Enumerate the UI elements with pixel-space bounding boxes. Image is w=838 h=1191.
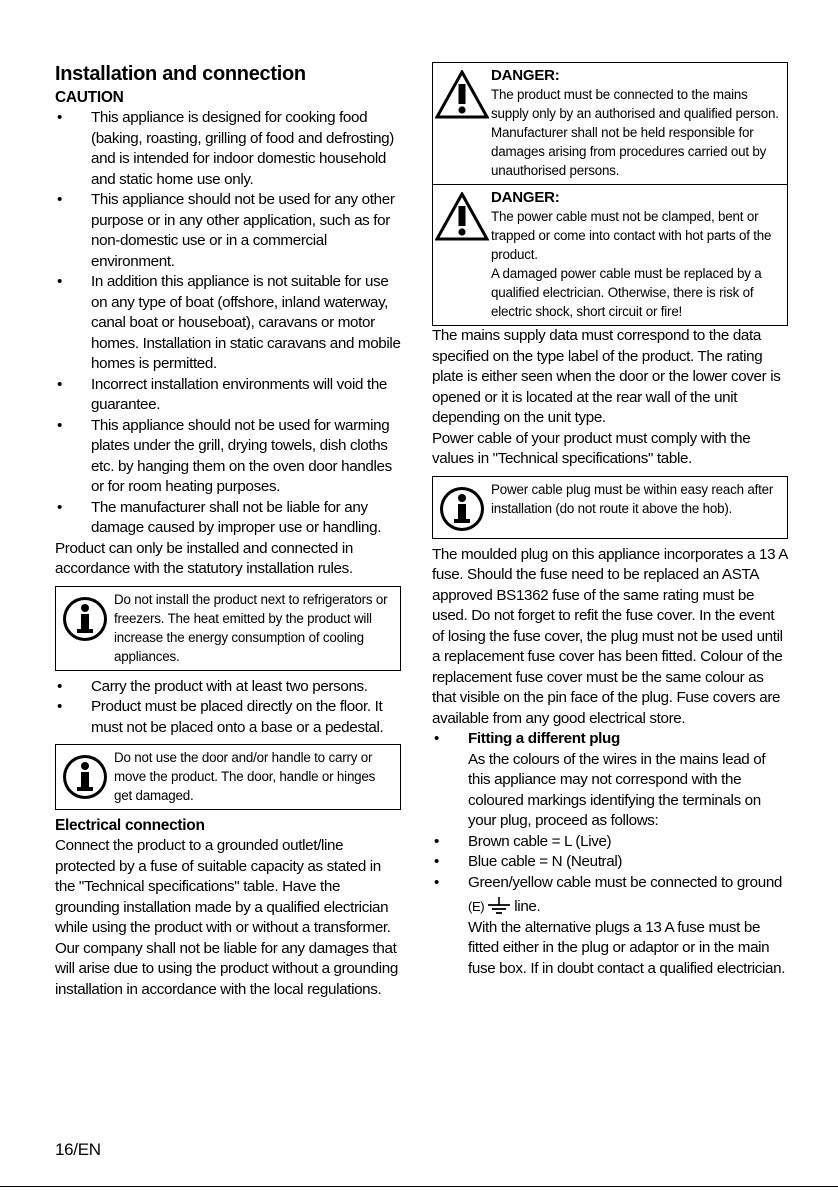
info-box [432, 476, 788, 539]
left-column [55, 62, 401, 1000]
ground-suffix: line. [514, 898, 541, 916]
list-item: • Brown cable = L (Live) [432, 832, 788, 853]
list-item: • In addition this appliance is not suitable for use on any type of boat (offshore, inland waterway, canal boat or houseboat), caravans or motor homes. Installation in static caravans and mobile homes is permitted. [55, 272, 401, 375]
paragraph: The moulded plug on this appliance incorporates a 13 A fuse. Should the fuse need to be replaced an ASTA approved BS1362 fuse of the same rating must be used. Do not forget to refit the fuse cover. In the event of losing the fuse cover, the plug must not be used until a replacement fuse cover has been fitted. Colour of the replacement fuse cover must be the same colour as that visible on the pin face of the plug. Fuse covers are available from any good electrical store. [432, 545, 788, 727]
paragraph: Power cable of your product must comply with the values in "Technical specifications" table. [432, 429, 751, 467]
paragraph: Product can only be installed and connected in accordance with the statutory installation rules. [55, 539, 353, 577]
danger-box [432, 62, 788, 185]
bottom-rule [0, 1186, 838, 1187]
list-item: • Blue cable = N (Neutral) [432, 852, 788, 873]
wire-text: • Green/yellow cable must be connected to ground [468, 873, 783, 891]
ground-line [468, 897, 788, 918]
info-box [55, 586, 401, 671]
paragraph: The mains supply data must correspond to the data specified on the type label of the product. The rating plate is either seen when the door or the lower cover is opened or it is located at the rear wall of the unit depending on the unit type. [432, 327, 781, 426]
list-item: • This appliance is designed for cooking food (baking, roasting, grilling of food and defrosting) and is intended for indoor domestic household and static home use only. [55, 108, 401, 190]
danger-title: DANGER: [491, 189, 560, 206]
right-column [432, 62, 788, 979]
info-text: Do not install the product next to refrigerators or freezers. The heat emitted by the product will increase the energy consumption of cooling appliances. [114, 591, 388, 664]
info-icon [437, 484, 487, 534]
info-box [55, 744, 401, 810]
warning-triangle-icon [435, 70, 489, 120]
electrical-heading: Electrical connection [55, 817, 205, 834]
final-paragraph: With the alternative plugs a 13 A fuse must be fitted either in the plug or adaptor or in the main fuse box. If in doubt contact a qualified electrician. [468, 918, 786, 977]
page-number: 16/EN [55, 1140, 101, 1159]
danger-title: DANGER: [491, 67, 560, 84]
handling-list [55, 677, 401, 739]
danger-text: A damaged power cable must be replaced by a qualified electrician. Otherwise, there is risk of electric shock, short circuit or fire! [491, 266, 762, 319]
plug-list [432, 729, 788, 979]
caution-heading: CAUTION [55, 89, 124, 106]
list-item [432, 729, 788, 832]
caution-list [55, 108, 401, 539]
plug-paragraph: As the colours of the wires in the mains lead of this appliance may not correspond with the coloured markings identifying the terminals on your plug, proceed as follows: [468, 750, 766, 829]
plug-heading: Fitting a different plug [468, 730, 620, 747]
ground-prefix: (E) [468, 899, 485, 915]
paragraph: Connect the product to a grounded outlet/line protected by a fuse of suitable capacity as stated in the "Technical specifications" table. Have the grounding installation made by a qualified electrician while using the product with or without a transformer. Our company shall not be liable for any damages that will arise due to using the product without a grounding installation in accordance with the local regulations. [55, 837, 398, 998]
list-item: • Incorrect installation environments will void the guarantee. [55, 375, 401, 416]
info-text: Do not use the door and/or handle to carry or move the product. The door, handle or hinges get damaged. [114, 750, 376, 803]
info-icon [60, 752, 110, 802]
danger-text: The power cable must not be clamped, bent or trapped or come into contact with hot parts of the product. [491, 209, 772, 262]
section-heading: Installation and connection [55, 63, 306, 85]
list-item: • Product must be placed directly on the floor. It must not be placed onto a base or a pedestal. [55, 697, 401, 738]
danger-text: The product must be connected to the mains supply only by an authorised and qualified person. Manufacturer shall not be held responsible for damages arising from procedures carried out by unauthorised persons. [491, 87, 779, 178]
info-icon [60, 594, 110, 644]
ground-symbol-icon [486, 897, 512, 917]
list-item: • This appliance should not be used for warming plates under the grill, drying towels, dish cloths etc. by hanging them on the oven door handles or for room heating purposes. [55, 416, 401, 498]
list-item: • The manufacturer shall not be liable for any damage caused by improper use or handling. [55, 498, 401, 539]
list-item: • This appliance should not be used for any other purpose or in any other application, such as for non-domestic use or in a commercial environment. [55, 190, 401, 272]
danger-box [432, 185, 788, 326]
list-item: • Carry the product with at least two persons. [55, 677, 401, 698]
info-text: Power cable plug must be within easy reach after installation (do not route it above the hob). [491, 481, 774, 516]
list-item [432, 873, 788, 980]
warning-triangle-icon [435, 192, 489, 242]
